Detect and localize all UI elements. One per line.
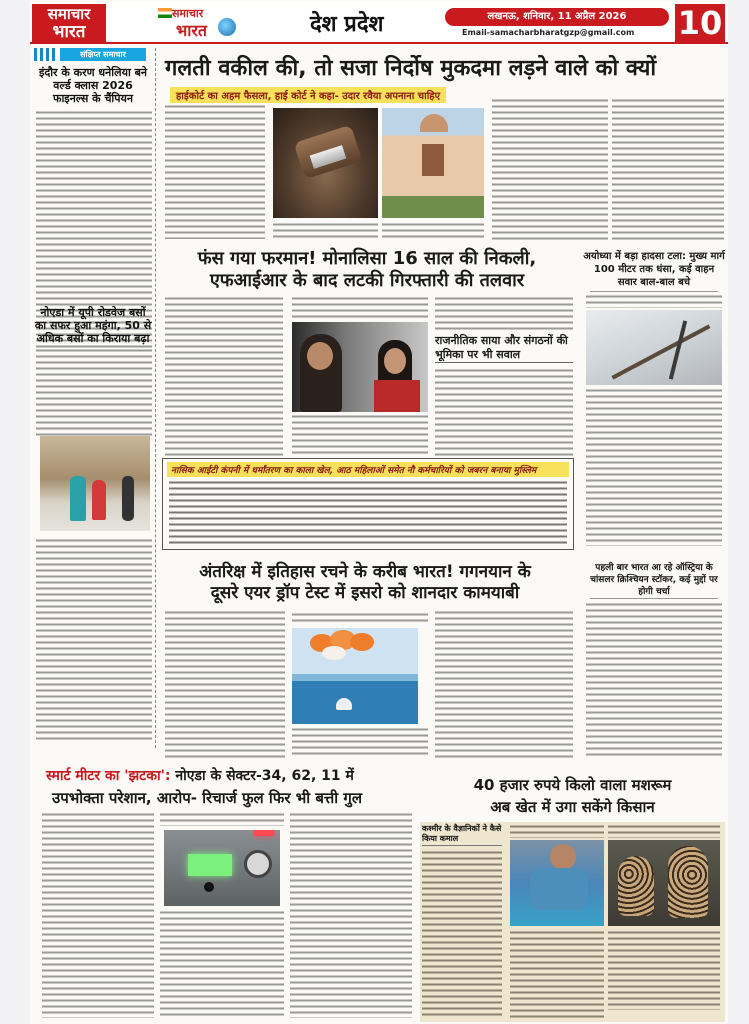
monalisa-headline: फंस गया फरमान! मोनालिसा 16 साल की निकली, एफआईआर के बाद लटकी गिरफ्तारी की तलवार bbox=[197, 248, 537, 291]
smart-meter-headline-line2: उपभोक्ता परेशान, आरोप- रिचार्ज फुल फिर भी बत्ती गुल bbox=[52, 789, 363, 807]
brand-line1: समाचार bbox=[172, 7, 204, 20]
high-court-photo bbox=[382, 108, 484, 218]
section-title: देश प्रदेश bbox=[310, 12, 384, 37]
email-address: Email-samacharbharatgzp@gmail.com bbox=[462, 28, 635, 37]
smart-meter-body-col2-top bbox=[160, 812, 284, 826]
isro-body-col1 bbox=[165, 610, 285, 760]
masthead bbox=[30, 2, 728, 44]
nashik-story-box bbox=[162, 458, 574, 550]
lead-body-col1 bbox=[165, 104, 265, 239]
morel-mushroom-photo bbox=[608, 840, 720, 926]
lead-subhead: हाईकोर्ट का अहम फैसला, हाई कोर्ट ने कहा- उदार रवैया अपनाना चाहिए bbox=[170, 87, 446, 103]
dateline: लखनऊ, शनिवार, 11 अप्रैल 2026 bbox=[445, 8, 669, 26]
brief-headline-2: नोएडा में यूपी रोडवेज बसों का सफर हुआ महंगा, 50 से अधिक बसों का किराया बढ़ा bbox=[34, 306, 152, 345]
isro-caption bbox=[292, 727, 428, 755]
smart-meter-headline-line1: स्मार्ट मीटर का 'झटका': नोएडा के सेक्टर-34, 62, 11 में bbox=[46, 768, 354, 784]
gaganyaan-parachute-photo bbox=[292, 628, 418, 724]
smart-meter-kicker: स्मार्ट मीटर का 'झटका': bbox=[46, 768, 171, 784]
gavel-photo bbox=[273, 108, 378, 218]
ayodhya-headline: अयोध्या में बड़ा हादसा टला: मुख्य मार्ग 100 मीटर तक धंसा, कई वाहन सवार बाल-बाल बचे bbox=[583, 251, 725, 288]
ayodhya-body bbox=[586, 388, 722, 546]
mushroom-subhead: कश्मीर के वैज्ञानिकों ने कैसे किया कमाल bbox=[422, 824, 502, 846]
brief-news-tag bbox=[34, 48, 146, 61]
monalisa-body-col1 bbox=[165, 296, 283, 456]
masthead-logo bbox=[32, 4, 106, 42]
tag-label: संक्षिप्त समाचार bbox=[60, 48, 146, 61]
brief-body-2-continued bbox=[36, 538, 152, 743]
lead-body-col4 bbox=[612, 98, 724, 240]
ayodhya-lead bbox=[586, 294, 722, 308]
divider bbox=[590, 291, 718, 292]
monalisa-photo bbox=[292, 322, 428, 412]
smart-meter-body-col1 bbox=[42, 812, 154, 1018]
brand-line2: भारत bbox=[176, 21, 208, 40]
monalisa-body-col3 bbox=[435, 296, 573, 332]
logo-line1: समाचार bbox=[47, 5, 91, 23]
brief-headline-1: इंदौर के करण धनेलिया बने वर्ल्ड क्लास 2026 फाइनल्स के चैंपियन bbox=[38, 66, 148, 105]
monalisa-caption bbox=[292, 414, 428, 456]
smart-meter-caption bbox=[160, 910, 284, 1018]
gavel-caption bbox=[273, 222, 378, 240]
lead-headline: गलती वकील की, तो सजा निर्दोष मुकदमा लड़ने वाले को क्यों bbox=[165, 56, 657, 81]
indian-flag-icon bbox=[158, 8, 172, 18]
monalisa-body-col2-top bbox=[292, 296, 428, 320]
austria-headline: पहली बार भारत आ रहे ऑस्ट्रिया के चांसलर क्रिश्चियन स्टॉकर, कई मुद्दों पर होगी चर्चा bbox=[590, 563, 718, 597]
tag-bars-icon bbox=[34, 48, 58, 61]
brand-logo bbox=[158, 6, 240, 40]
bus-photo bbox=[40, 436, 150, 531]
isro-body-col2-top bbox=[292, 612, 428, 624]
smart-meter-photo bbox=[164, 830, 280, 906]
scientist-photo bbox=[510, 840, 604, 926]
divider bbox=[590, 598, 718, 599]
mushroom-body-col1 bbox=[422, 850, 502, 1018]
court-caption bbox=[382, 222, 484, 240]
newspaper-page bbox=[30, 0, 728, 1024]
page-number: 10 bbox=[675, 4, 725, 42]
nashik-body bbox=[169, 480, 567, 546]
left-brief-column bbox=[32, 48, 156, 748]
monalisa-body-col3b bbox=[435, 368, 573, 456]
nashik-headline: नासिक आईटी कंपनी में धर्मांतरण का काला खेल, आठ महिलाओं समेत नौ कर्मचारियों को जबरन बनाया मुस्लिम bbox=[171, 466, 537, 476]
isro-headline: अंतरिक्ष में इतिहास रचने के करीब भारत! गगनयान के दूसरे एयर ड्रॉप टेस्ट में इसरो को शानदार कामयाबी bbox=[199, 562, 531, 603]
logo-line2: भारत bbox=[52, 22, 86, 42]
lead-body-col3 bbox=[492, 98, 608, 240]
austria-body bbox=[586, 602, 722, 758]
mushroom-story-box bbox=[420, 770, 725, 1022]
monalisa-subhead: राजनीतिक साया और संगठनों की भूमिका पर भी सवाल bbox=[435, 334, 573, 363]
smart-meter-body-col3 bbox=[290, 812, 412, 1018]
brief-body-2 bbox=[36, 348, 152, 438]
mushroom-headline: 40 हजार रुपये किलो वाला मशरूम अब खेत में उगा सकेंगे किसान bbox=[473, 776, 672, 816]
road-collapse-photo bbox=[586, 310, 722, 385]
globe-icon bbox=[218, 18, 236, 36]
isro-body-col3 bbox=[435, 610, 573, 760]
